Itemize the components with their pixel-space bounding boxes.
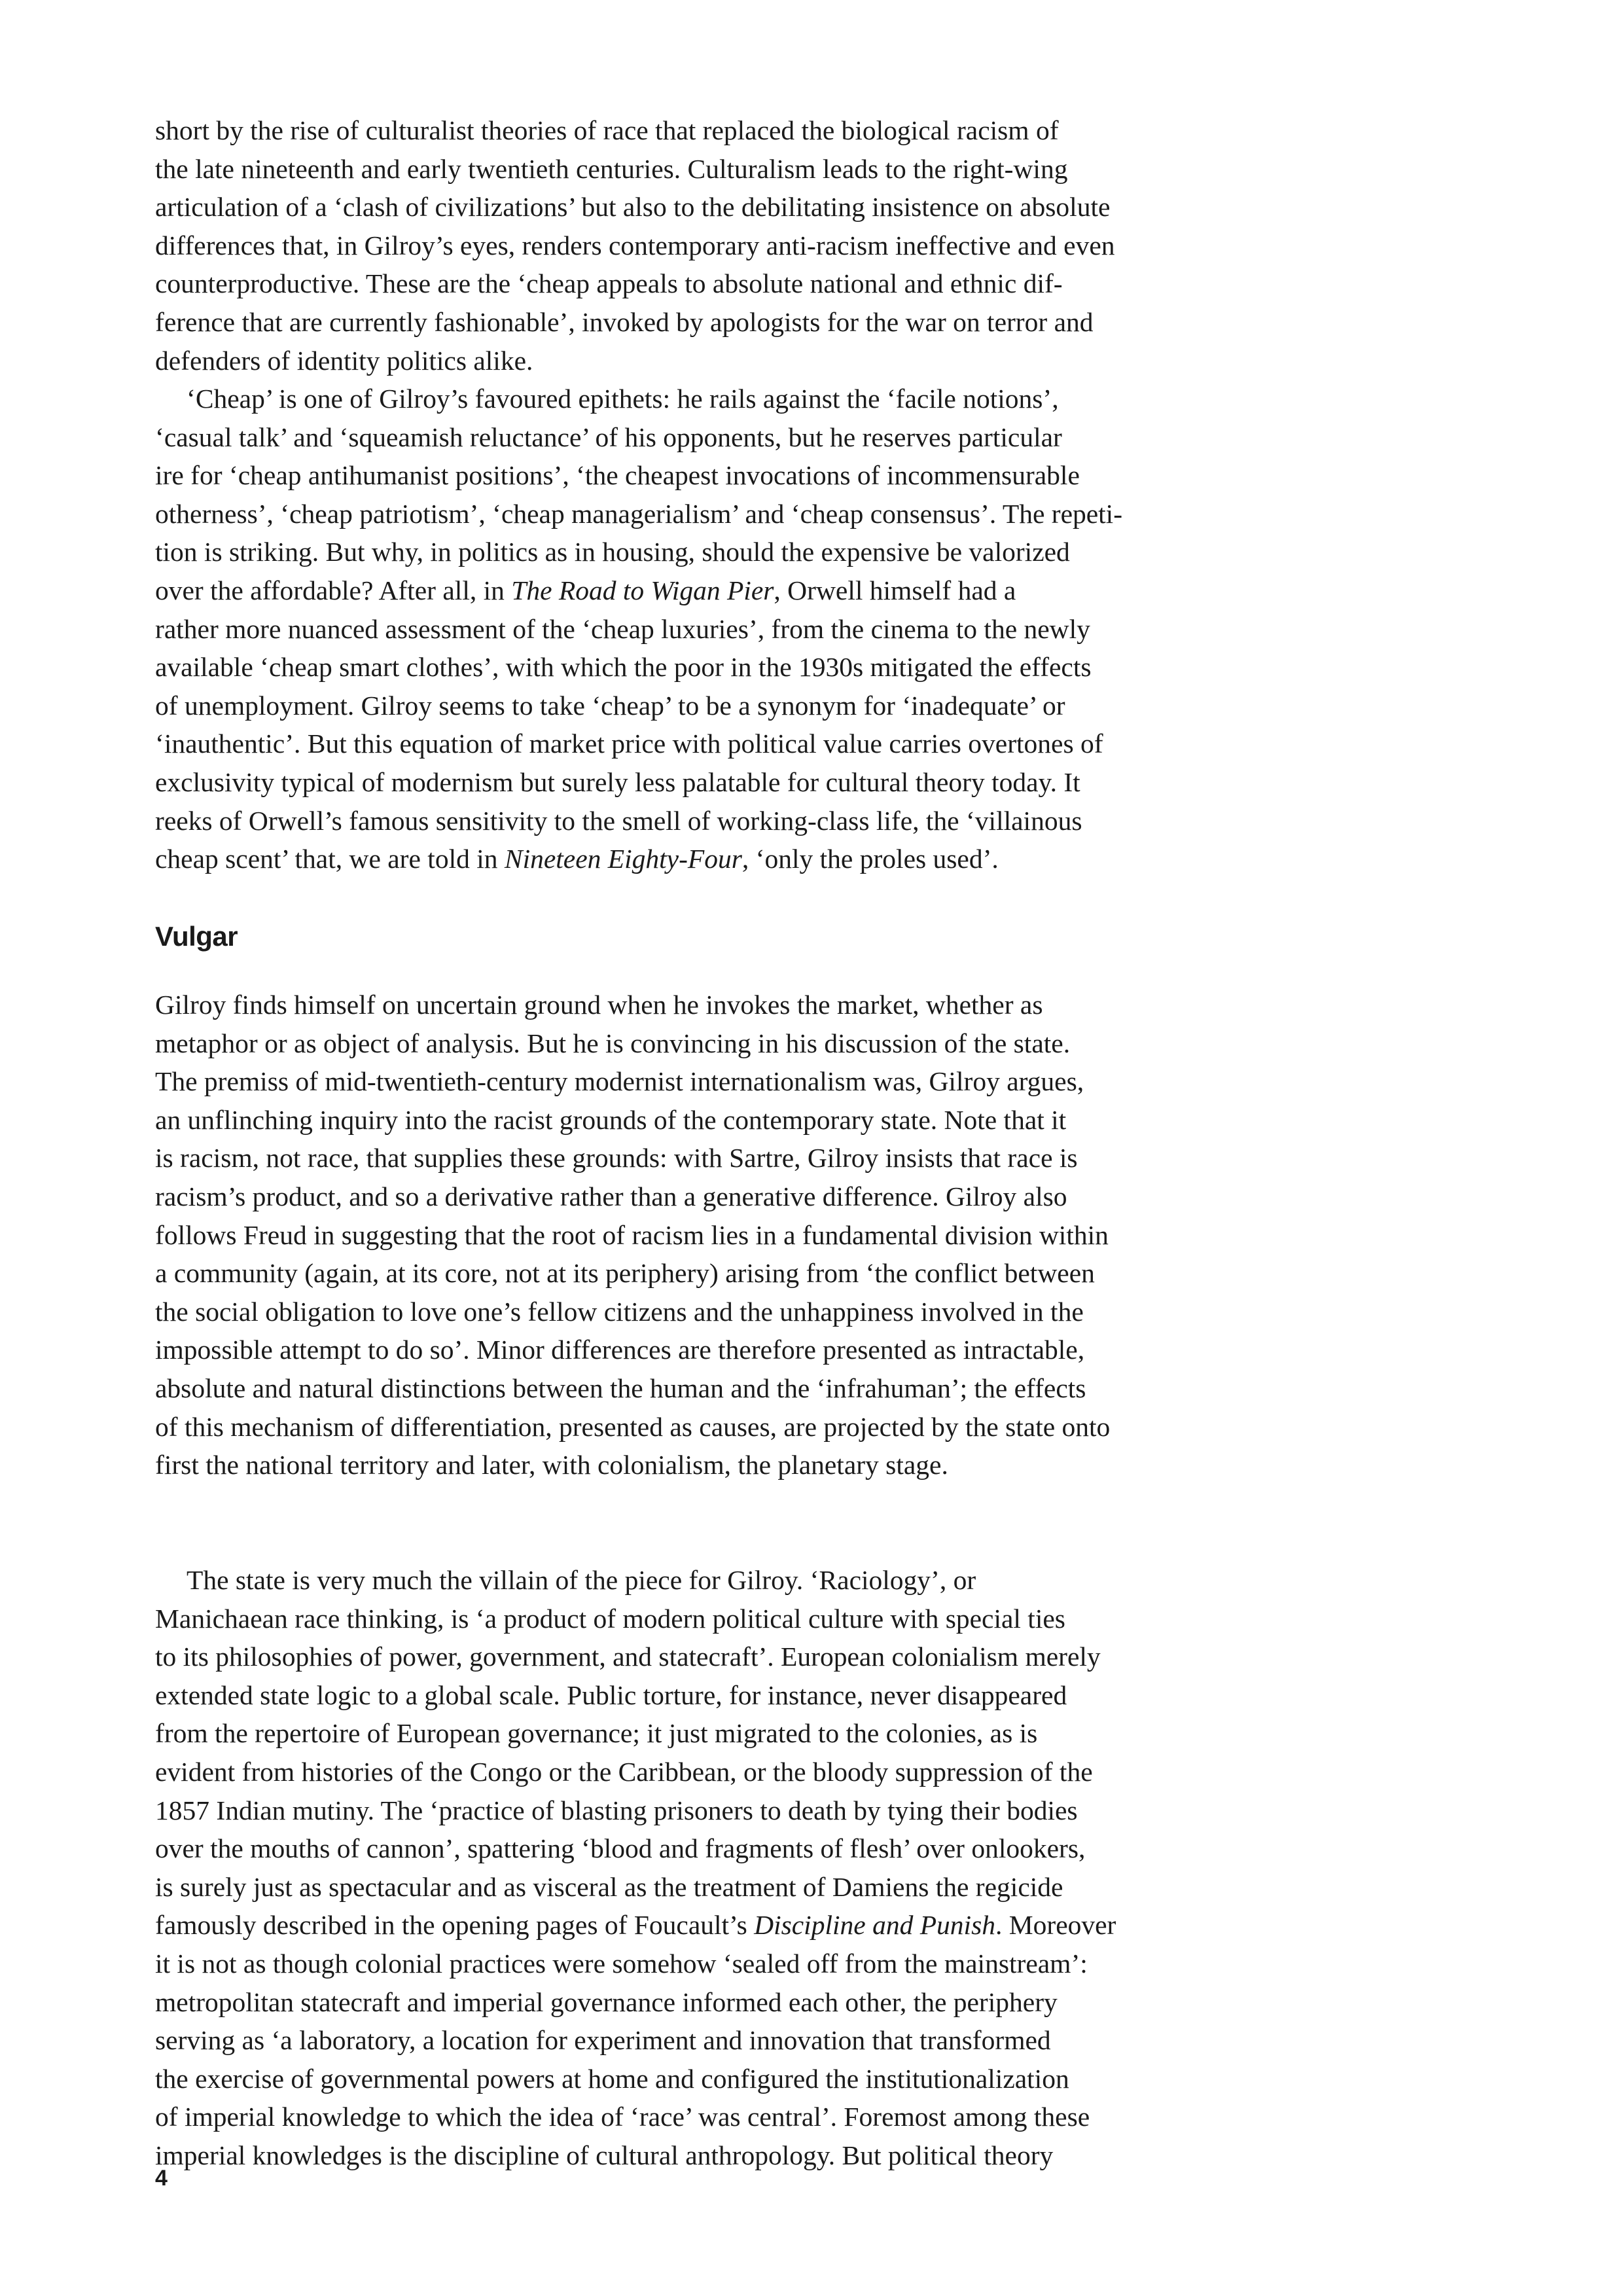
text-line xyxy=(155,1906,1116,1945)
text-line: absolute and natural distinctions between the human and the ‘infrahuman’; the effects xyxy=(155,1372,1086,1403)
text-line: an unflinching inquiry into the racist grounds of the contemporary state. Note that it xyxy=(155,1104,1067,1135)
text-run: . Moreover xyxy=(995,1910,1116,1941)
text-line: ference that are currently fashionable’, invoked by apologists for the war on terror and xyxy=(155,306,1094,337)
text-line: otherness’, ‘cheap patriotism’, ‘cheap managerialism’ and ‘cheap consensus’. The repeti- xyxy=(155,498,1123,529)
book-title: Discipline and Punish xyxy=(754,1910,995,1941)
text-line xyxy=(155,840,1122,878)
text-line: 1857 Indian mutiny. The ‘practice of blasting prisoners to death by tying their bodies xyxy=(155,1795,1078,1825)
text-run: cheap scent’ that, we are told in xyxy=(155,844,505,874)
text-line: exclusivity typical of modernism but surely less palatable for cultural theory today. It xyxy=(155,766,1080,797)
paragraph-4 xyxy=(155,1561,1116,2175)
text-line: follows Freud in suggesting that the root of racism lies in a fundamental division within xyxy=(155,1219,1109,1250)
text-line: evident from histories of the Congo or the Caribbean, or the bloody suppression of the xyxy=(155,1756,1093,1787)
text-line: racism’s product, and so a derivative rather than a generative difference. Gilroy also xyxy=(155,1181,1067,1211)
book-title: Nineteen Eighty-Four xyxy=(504,844,742,874)
text-line: differences that, in Gilroy’s eyes, renders contemporary anti-racism ineffective and even xyxy=(155,230,1115,260)
text-line: ‘inauthentic’. But this equation of market price with political value carries overtones of xyxy=(155,728,1103,759)
text-line: ‘casual talk’ and ‘squeamish reluctance’ of his opponents, but he reserves particular xyxy=(155,422,1062,452)
text-line: ‘Cheap’ is one of Gilroy’s favoured epithets: he rails against the ‘facile notions’, xyxy=(187,384,1059,414)
text-line: the social obligation to love one’s fellow citizens and the unhappiness involved in the xyxy=(155,1296,1084,1327)
book-title: The Road to Wigan Pier xyxy=(511,575,774,605)
text-line: The state is very much the villain of the piece for Gilroy. ‘Raciology’, or xyxy=(187,1565,976,1595)
text-line: rather more nuanced assessment of the ‘cheap luxuries’, from the cinema to the newly xyxy=(155,613,1090,644)
text-line: Gilroy finds himself on uncertain ground when he invokes the market, whether as xyxy=(155,990,1043,1020)
text-line: over the mouths of cannon’, spattering ‘blood and fragments of flesh’ over onlookers, xyxy=(155,1833,1086,1864)
text-line: articulation of a ‘clash of civilizations’ but also to the debilitating insistence on absolute xyxy=(155,192,1111,223)
text-line: to its philosophies of power, government, and statecraft’. European colonialism merely xyxy=(155,1641,1101,1672)
text-line: from the repertoire of European governance; it just migrated to the colonies, as is xyxy=(155,1718,1038,1749)
text-line: metropolitan statecraft and imperial governance informed each other, the periphery xyxy=(155,1986,1058,2017)
text-run: , ‘only the proles used’. xyxy=(741,844,999,874)
text-line xyxy=(155,571,1122,610)
text-line: available ‘cheap smart clothes’, with which the poor in the 1930s mitigated the effects xyxy=(155,652,1092,683)
section-heading: Vulgar xyxy=(155,921,238,952)
text-line: defenders of identity politics alike. xyxy=(155,345,533,376)
text-run: over the affordable? After all, in xyxy=(155,575,512,605)
text-line: is surely just as spectacular and as visceral as the treatment of Damiens the regicide xyxy=(155,1871,1063,1902)
text-run: , Orwell himself had a xyxy=(774,575,1016,605)
text-line: imperial knowledges is the discipline of cultural anthropology. But political theory xyxy=(155,2140,1054,2170)
text-line: first the national territory and later, with colonialism, the planetary stage. xyxy=(155,1450,948,1480)
text-line: Manichaean race thinking, is ‘a product of modern political culture with special ties xyxy=(155,1603,1065,1634)
text-line: impossible attempt to do so’. Minor differences are therefore presented as intractable, xyxy=(155,1335,1085,1365)
text-line: the exercise of governmental powers at home and configured the institutionalization xyxy=(155,2063,1069,2094)
text-line: tion is striking. But why, in politics as in housing, should the expensive be valorized xyxy=(155,537,1070,567)
text-line: serving as ‘a laboratory, a location for experiment and innovation that transformed xyxy=(155,2025,1051,2056)
text-line: of imperial knowledge to which the idea of ‘race’ was central’. Foremost among these xyxy=(155,2102,1090,2132)
text-line: of this mechanism of differentiation, presented as causes, are projected by the state onto xyxy=(155,1411,1111,1442)
text-line: ire for ‘cheap antihumanist positions’, ‘the cheapest invocations of incommensurable xyxy=(155,460,1080,491)
text-line: The premiss of mid-twentieth-century modernist internationalism was, Gilroy argues, xyxy=(155,1066,1084,1097)
text-run: famously described in the opening pages of Foucault’s xyxy=(155,1910,755,1941)
text-line: the late nineteenth and early twentieth centuries. Culturalism leads to the right-wing xyxy=(155,153,1068,184)
text-line: counterproductive. These are the ‘cheap appeals to absolute national and ethnic dif- xyxy=(155,268,1063,299)
text-line: extended state logic to a global scale. Public torture, for instance, never disappeared xyxy=(155,1679,1067,1710)
paragraph-2 xyxy=(155,380,1122,878)
text-line: is racism, not race, that supplies these grounds: with Sartre, Gilroy insists that race is xyxy=(155,1143,1078,1174)
text-line: of unemployment. Gilroy seems to take ‘cheap’ to be a synonym for ‘inadequate’ or xyxy=(155,690,1065,721)
text-line: a community (again, at its core, not at its periphery) arising from ‘the conflict between xyxy=(155,1258,1095,1289)
text-line: metaphor or as object of analysis. But he is convincing in his discussion of the state. xyxy=(155,1028,1071,1058)
paragraph-1 xyxy=(155,111,1115,380)
text-line: reeks of Orwell’s famous sensitivity to the smell of working-class life, the ‘villainous xyxy=(155,805,1082,836)
paragraph-3 xyxy=(155,986,1110,1484)
page-number: 4 xyxy=(155,2166,168,2191)
text-line: short by the rise of culturalist theories of race that replaced the biological racism of xyxy=(155,115,1059,145)
text-line: it is not as though colonial practices were somehow ‘sealed off from the mainstream’: xyxy=(155,1948,1088,1979)
